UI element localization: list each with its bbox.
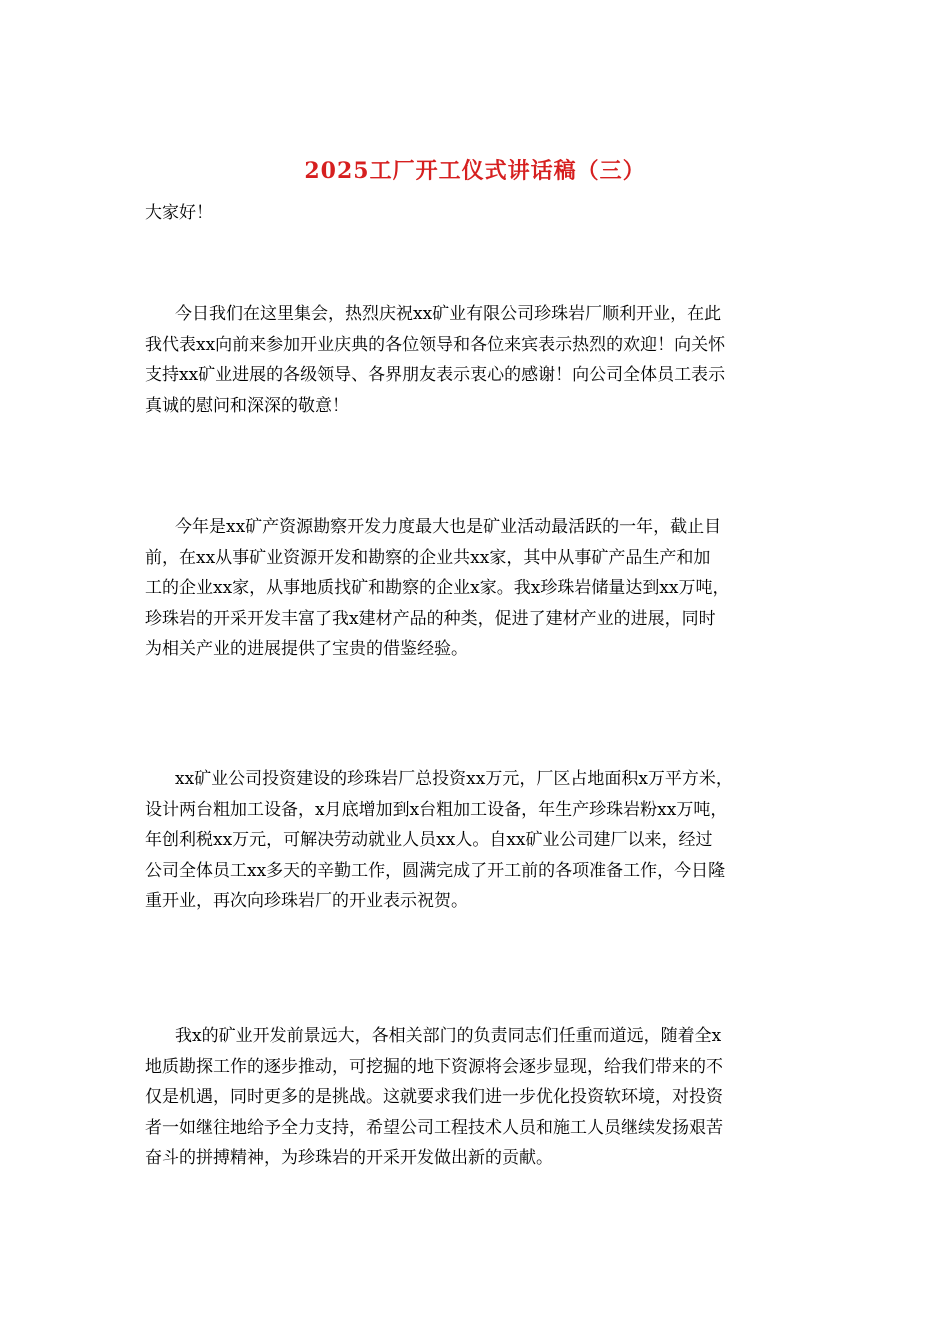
paragraph-line: 重开业，再次向珍珠岩厂的开业表示祝贺。 bbox=[145, 891, 468, 911]
paragraph-line: 为相关产业的进展提供了宝贵的借鉴经验。 bbox=[145, 639, 468, 659]
paragraph-line: 我x的矿业开发前景远大，各相关部门的负责同志们任重而道远，随着全x bbox=[175, 1026, 722, 1046]
paragraph-1 bbox=[145, 299, 825, 421]
paragraph-line: 者一如继往地给予全力支持，希望公司工程技术人员和施工人员继续发扬艰苦 bbox=[145, 1117, 723, 1138]
document-title: 2025工厂开工仪式讲话稿（三） bbox=[304, 158, 646, 184]
paragraph-line: 地质勘探工作的逐步推动，可挖掘的地下资源将会逐步显现，给我们带来的不 bbox=[145, 1056, 723, 1077]
paragraph-line: 珍珠岩的开采开发丰富了我x建材产品的种类，促进了建材产业的进展，同时 bbox=[145, 608, 716, 629]
paragraph-line: 奋斗的拼搏精神，为珍珠岩的开采开发做出新的贡献。 bbox=[145, 1148, 553, 1168]
paragraph-3 bbox=[145, 764, 825, 917]
paragraph-line: 仅是机遇，同时更多的是挑战。这就要求我们进一步优化投资软环境，对投资 bbox=[145, 1087, 723, 1107]
paragraph-line: 我代表xx向前来参加开业庆典的各位领导和各位来宾表示热烈的欢迎！向关怀 bbox=[145, 334, 726, 355]
greeting-text: 大家好！ bbox=[145, 203, 213, 223]
paragraph-line: 前，在xx从事矿业资源开发和勘察的企业共xx家，其中从事矿产品生产和加 bbox=[145, 547, 711, 568]
paragraph-line: 工的企业xx家，从事地质找矿和勘察的企业x家。我x珍珠岩储量达到xx万吨， bbox=[145, 578, 730, 598]
paragraph-line: 今年是xx矿产资源勘察开发力度最大也是矿业活动最活跃的一年，截止目 bbox=[175, 517, 722, 537]
paragraph-line: 公司全体员工xx多天的辛勤工作，圆满完成了开工前的各项准备工作，今日隆 bbox=[145, 860, 726, 881]
paragraph-line: 真诚的慰问和深深的敬意！ bbox=[145, 395, 349, 416]
paragraph-line: xx矿业公司投资建设的珍珠岩厂总投资xx万元，厂区占地面积x万平方米， bbox=[175, 769, 733, 789]
paragraph-line: 今日我们在这里集会，热烈庆祝xx矿业有限公司珍珠岩厂顺利开业，在此 bbox=[175, 304, 722, 324]
paragraph-line: 支持xx矿业进展的各级领导、各界朋友表示衷心的感谢！向公司全体员工表示 bbox=[145, 365, 726, 385]
paragraph-line: 设计两台粗加工设备，x月底增加到x台粗加工设备，年生产珍珠岩粉xx万吨， bbox=[145, 799, 728, 820]
paragraph-4 bbox=[145, 1021, 825, 1174]
paragraph-line: 年创利税xx万元，可解决劳动就业人员xx人。自xx矿业公司建厂以来，经过 bbox=[145, 830, 713, 850]
paragraph-2 bbox=[145, 512, 825, 665]
